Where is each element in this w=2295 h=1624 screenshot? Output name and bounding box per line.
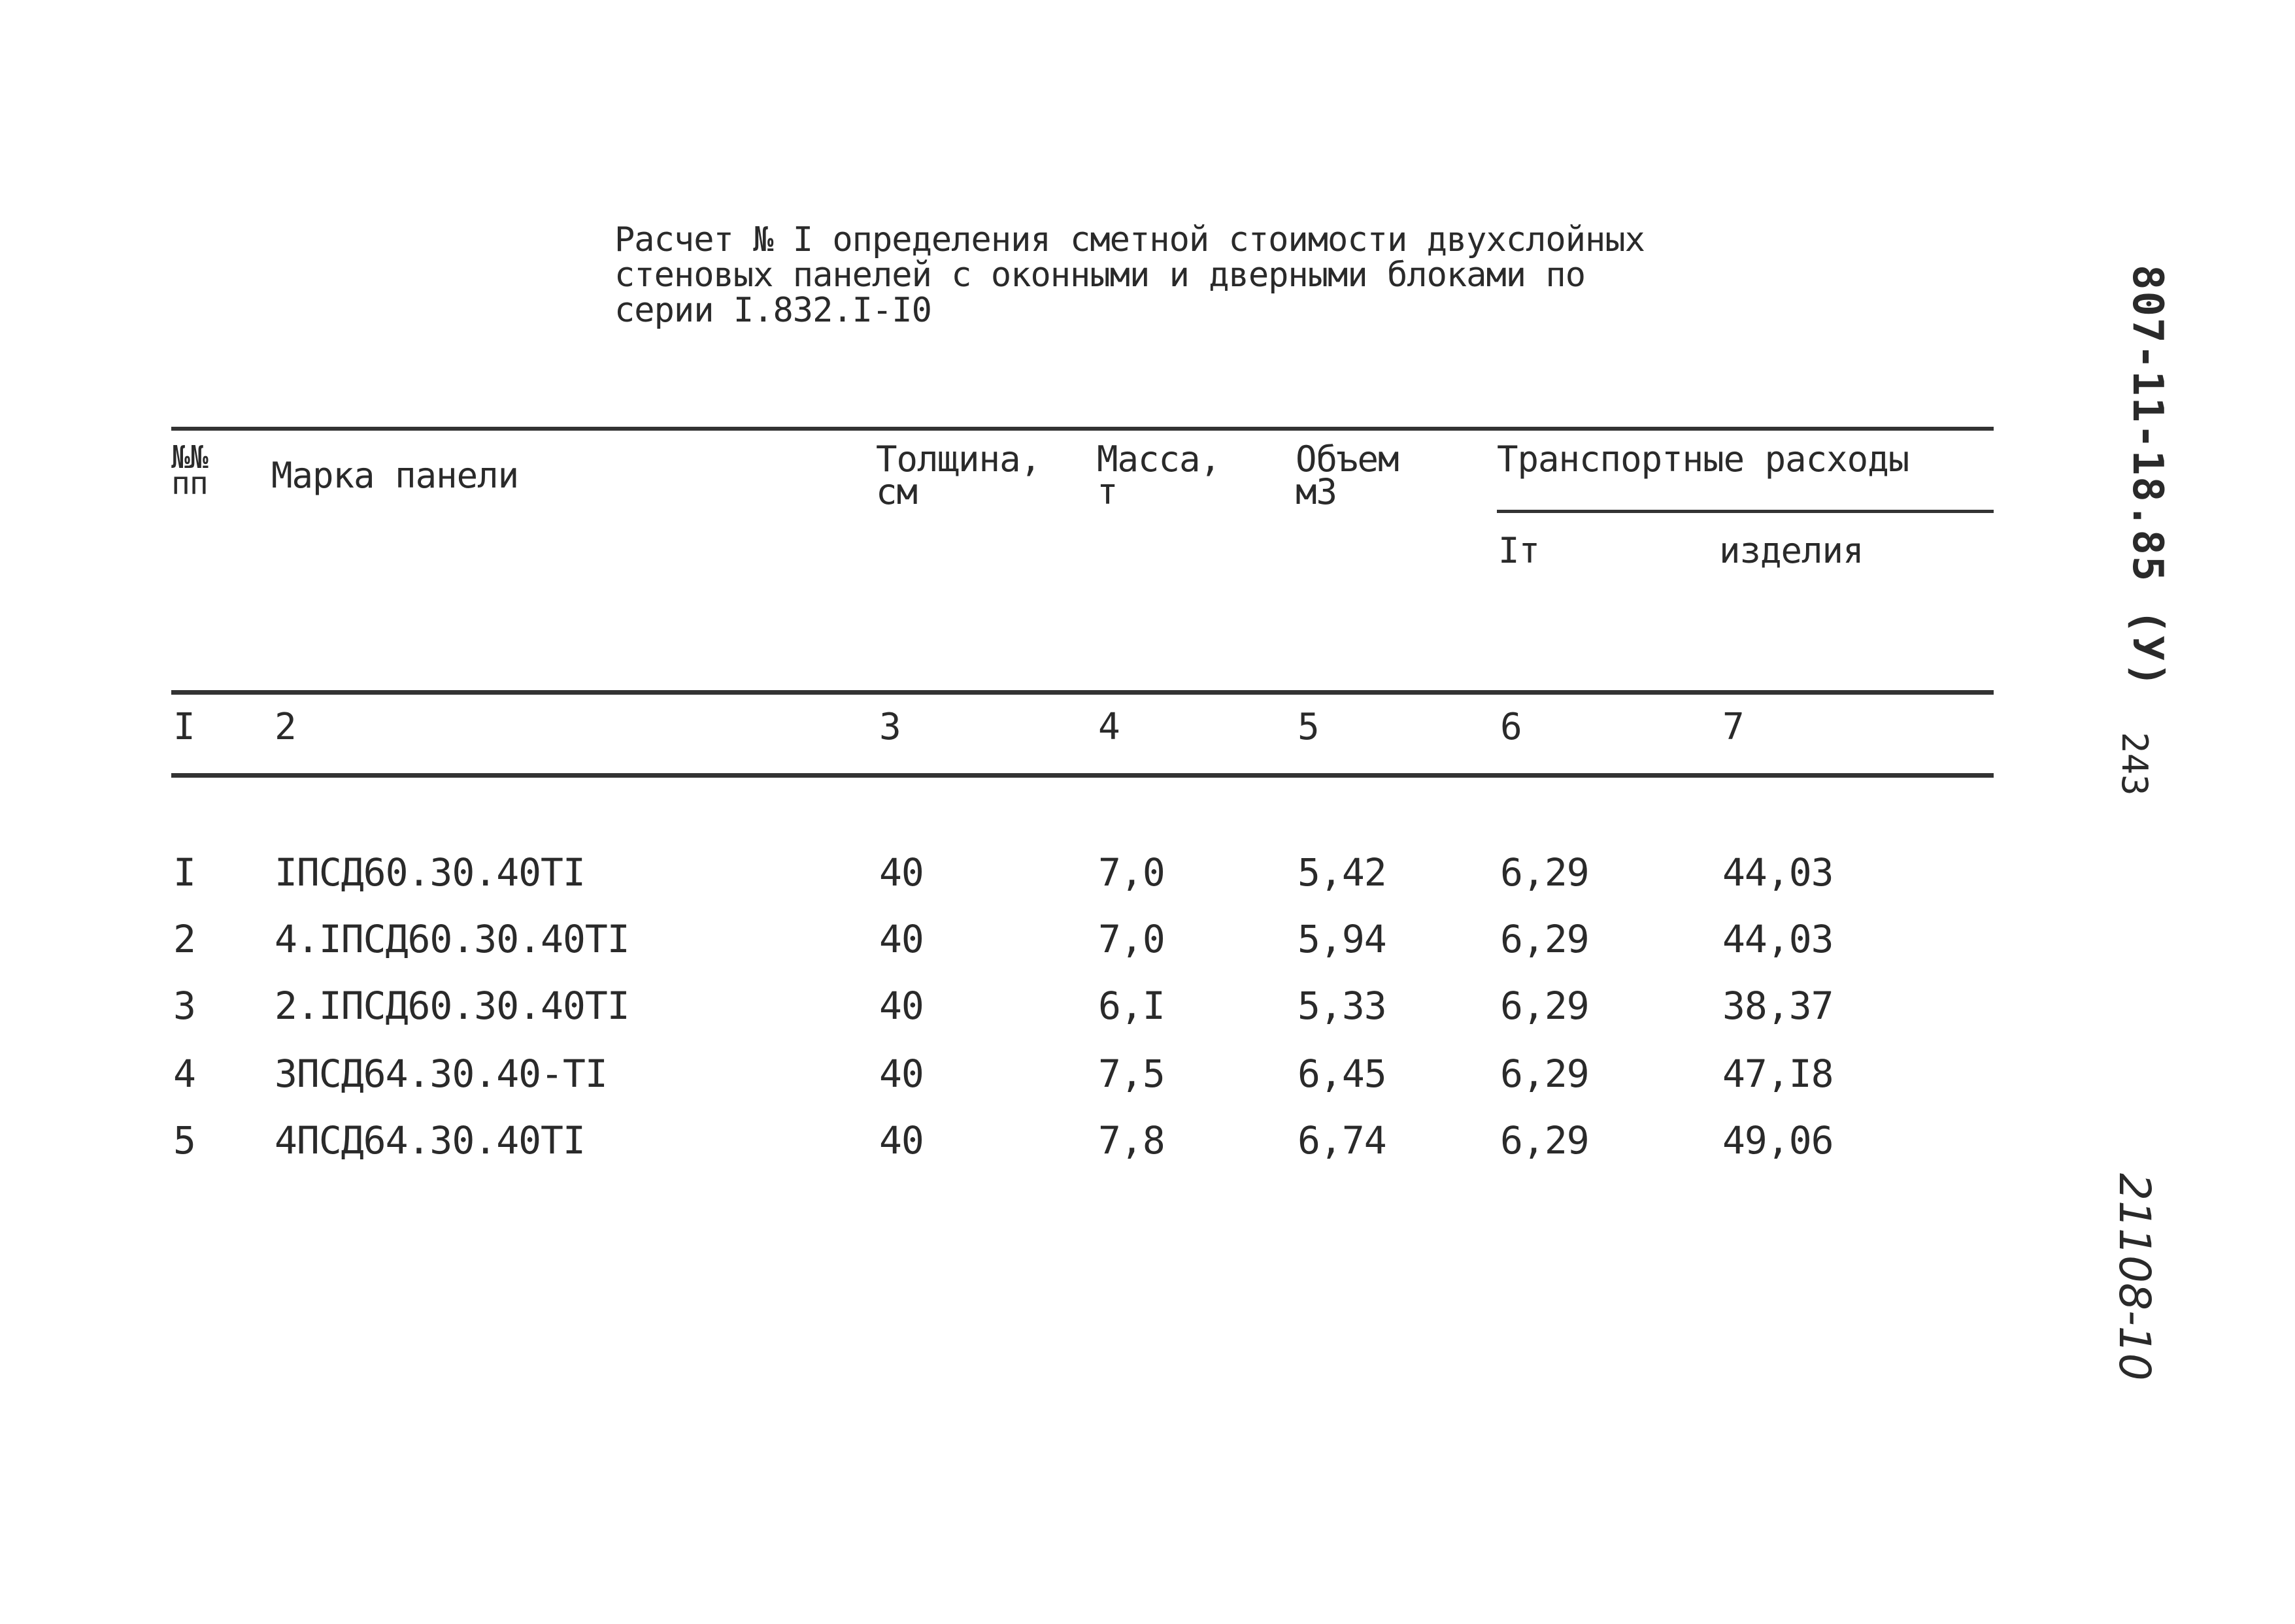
header-per-ton: Iт bbox=[1498, 530, 1540, 571]
column-number-3: 3 bbox=[879, 706, 901, 748]
cell-num: 4 bbox=[173, 1052, 195, 1096]
table-row bbox=[0, 1048, 2295, 1113]
header-bottom-rule bbox=[171, 690, 1994, 695]
column-number-7: 7 bbox=[1722, 706, 1745, 748]
cell-num: 5 bbox=[173, 1118, 195, 1163]
table-row bbox=[0, 913, 2295, 978]
cell-volume: 5,94 bbox=[1298, 917, 1386, 961]
cell-mass: 7,5 bbox=[1098, 1052, 1165, 1096]
handwritten-code: 21108-10 bbox=[2109, 1173, 2160, 1381]
title-line-1: Расчет № I определения сметной стоимости двухслойных bbox=[614, 220, 1645, 259]
header-num: №№ пп bbox=[171, 439, 208, 502]
cell-num: 3 bbox=[173, 984, 195, 1028]
cell-volume: 6,45 bbox=[1298, 1052, 1386, 1096]
cell-mass: 7,0 bbox=[1098, 850, 1165, 895]
cell-mark: 2.IПСД60.30.40ТI bbox=[275, 984, 629, 1028]
table-row bbox=[0, 980, 2295, 1045]
header-mass: Масса, т bbox=[1097, 439, 1221, 512]
document-title bbox=[614, 222, 1726, 328]
cell-per-item: 38,37 bbox=[1722, 984, 1834, 1028]
cell-per-ton: 6,29 bbox=[1500, 1118, 1589, 1163]
page-number: 243 bbox=[2114, 732, 2155, 796]
cell-thickness: 40 bbox=[879, 850, 924, 895]
cell-mark: 4.IПСД60.30.40ТI bbox=[275, 917, 629, 961]
title-line-3: серии I.832.I-I0 bbox=[614, 291, 931, 330]
cell-mark: 3ПСД64.30.40-ТI bbox=[275, 1052, 607, 1096]
cell-per-ton: 6,29 bbox=[1500, 850, 1589, 895]
cell-per-item: 44,03 bbox=[1722, 917, 1834, 961]
cell-volume: 5,42 bbox=[1298, 850, 1386, 895]
cell-thickness: 40 bbox=[879, 1052, 924, 1096]
header-transport: Транспортные расходы bbox=[1497, 439, 1909, 480]
cell-volume: 5,33 bbox=[1298, 984, 1386, 1028]
header-volume: Объем м3 bbox=[1296, 439, 1399, 512]
cell-thickness: 40 bbox=[879, 917, 924, 961]
cell-num: I bbox=[173, 850, 195, 895]
cell-per-item: 44,03 bbox=[1722, 850, 1834, 895]
cell-thickness: 40 bbox=[879, 1118, 924, 1163]
table-row bbox=[0, 846, 2295, 912]
header-mark: Марка панели bbox=[271, 455, 519, 496]
header-per-item: изделия bbox=[1719, 530, 1864, 571]
cell-volume: 6,74 bbox=[1298, 1118, 1386, 1163]
table-top-rule bbox=[171, 427, 1994, 431]
cell-per-ton: 6,29 bbox=[1500, 917, 1589, 961]
cell-num: 2 bbox=[173, 917, 195, 961]
cell-mark: IПСД60.30.40ТI bbox=[275, 850, 585, 895]
column-numbers-rule bbox=[171, 773, 1994, 778]
column-number-2: 2 bbox=[275, 706, 297, 748]
column-number-4: 4 bbox=[1098, 706, 1120, 748]
header-thickness: Толщина, см bbox=[876, 439, 1041, 512]
cell-mass: 7,8 bbox=[1098, 1118, 1165, 1163]
column-number-5: 5 bbox=[1298, 706, 1320, 748]
cell-mark: 4ПСД64.30.40ТI bbox=[275, 1118, 585, 1163]
cell-per-ton: 6,29 bbox=[1500, 1052, 1589, 1096]
table-row bbox=[0, 1114, 2295, 1180]
cell-mass: 7,0 bbox=[1098, 917, 1165, 961]
title-line-2: стеновых панелей с оконными и дверными блоками по bbox=[614, 256, 1586, 295]
document-code: 807-11-18.85 (У) bbox=[2123, 265, 2171, 689]
cell-per-item: 47,I8 bbox=[1722, 1052, 1834, 1096]
column-number-1: I bbox=[173, 706, 195, 748]
column-number-6: 6 bbox=[1500, 706, 1522, 748]
cell-mass: 6,I bbox=[1098, 984, 1165, 1028]
transport-subheader-rule bbox=[1497, 510, 1994, 513]
cell-per-item: 49,06 bbox=[1722, 1118, 1834, 1163]
cell-per-ton: 6,29 bbox=[1500, 984, 1589, 1028]
cell-thickness: 40 bbox=[879, 984, 924, 1028]
